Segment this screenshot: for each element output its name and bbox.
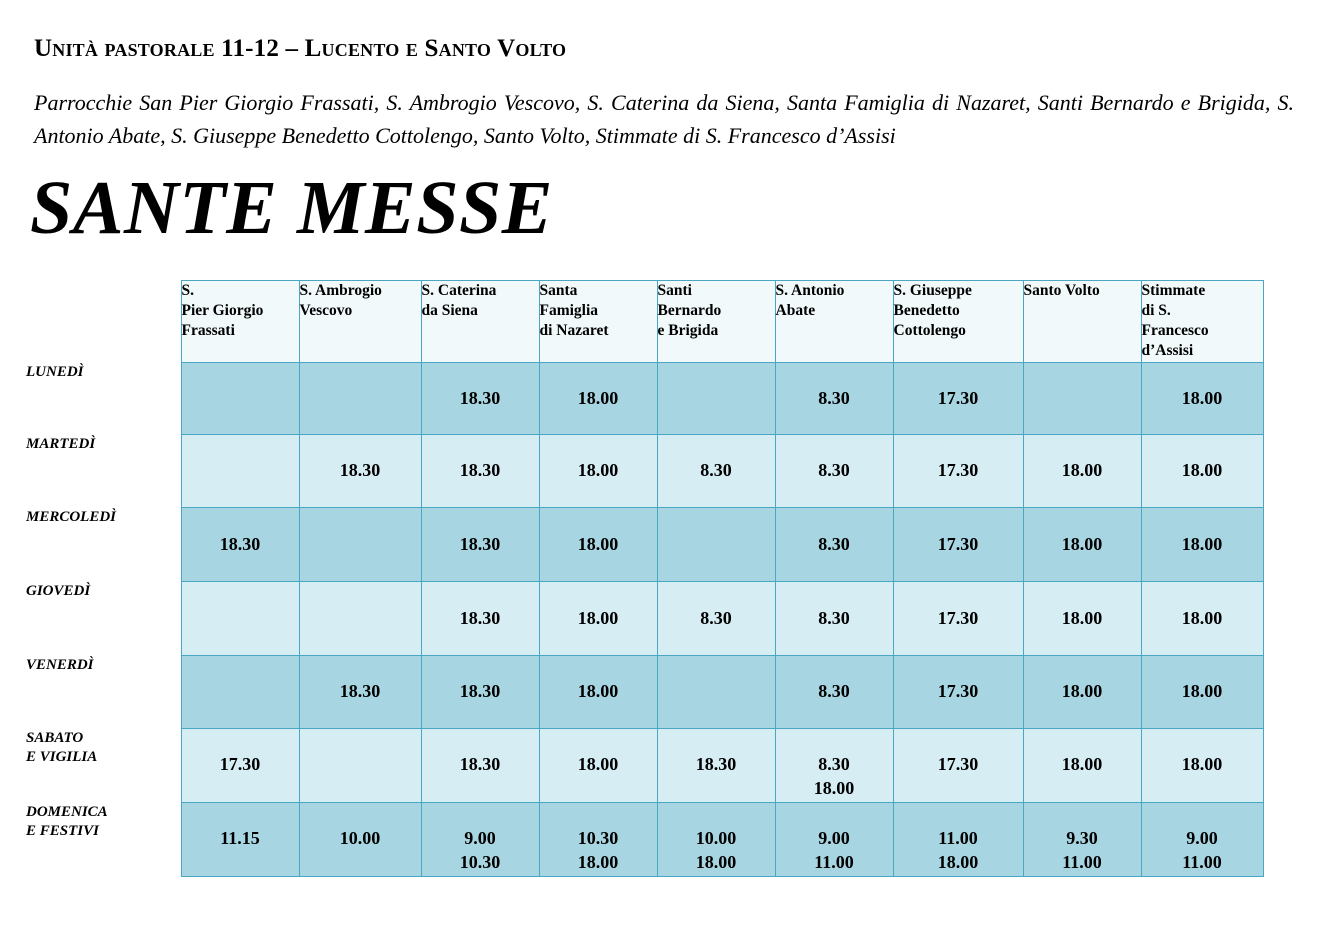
day-label: DOMENICA E FESTIVI [26, 803, 181, 877]
table-row [26, 508, 1263, 582]
time-cell: 9.00 11.00 [1141, 803, 1263, 877]
time-cell: 18.00 [539, 582, 657, 656]
time-cell: 8.30 18.00 [775, 729, 893, 803]
time-cell [181, 582, 299, 656]
column-header [893, 281, 1023, 363]
column-header-label: Santa Famiglia di Nazaret [539, 282, 609, 339]
column-header [181, 281, 299, 363]
unit-title: Unità pastorale 11-12 – Lucento e Santo Volto [34, 35, 567, 62]
time-cell: 8.30 [775, 363, 893, 435]
time-cell: 17.30 [893, 508, 1023, 582]
time-cell: 18.00 [1023, 508, 1141, 582]
time-cell: 8.30 [657, 435, 775, 508]
time-cell [181, 363, 299, 435]
time-cell: 18.00 [1023, 729, 1141, 803]
time-cell: 18.00 [1141, 435, 1263, 508]
column-header [1141, 281, 1263, 363]
time-cell: 17.30 [893, 729, 1023, 803]
time-cell: 18.00 [539, 363, 657, 435]
day-label: VENERDÌ [26, 656, 181, 729]
time-cell: 17.30 [893, 435, 1023, 508]
time-cell: 18.00 [1141, 582, 1263, 656]
time-cell [181, 656, 299, 729]
time-cell: 10.00 18.00 [657, 803, 775, 877]
time-cell: 17.30 [893, 363, 1023, 435]
time-cell: 18.30 [657, 729, 775, 803]
time-cell [299, 508, 421, 582]
table-row [26, 729, 1263, 803]
time-cell: 17.30 [893, 582, 1023, 656]
table-row [26, 656, 1263, 729]
time-cell: 18.00 [539, 656, 657, 729]
time-cell: 18.30 [421, 582, 539, 656]
table-row [26, 435, 1263, 508]
column-header-label: Santi Bernardo e Brigida [657, 282, 722, 339]
time-cell: 18.30 [421, 363, 539, 435]
time-cell: 18.00 [539, 435, 657, 508]
time-cell: 10.30 18.00 [539, 803, 657, 877]
time-cell: 18.30 [421, 435, 539, 508]
column-header-label: S. Pier Giorgio Frassati [181, 282, 264, 339]
time-cell [1023, 363, 1141, 435]
time-cell: 18.30 [299, 656, 421, 729]
time-cell: 10.00 [299, 803, 421, 877]
time-cell: 18.00 [1023, 582, 1141, 656]
time-cell: 18.00 [1141, 729, 1263, 803]
time-cell: 8.30 [775, 435, 893, 508]
time-cell: 9.00 10.30 [421, 803, 539, 877]
time-cell [657, 656, 775, 729]
table-corner [26, 281, 181, 363]
column-header-label: S. Giuseppe Benedetto Cottolengo [893, 282, 972, 339]
time-cell: 8.30 [657, 582, 775, 656]
day-label: GIOVEDÌ [26, 582, 181, 656]
time-cell [181, 435, 299, 508]
time-cell: 9.30 11.00 [1023, 803, 1141, 877]
mass-schedule-table [26, 280, 1264, 877]
parishes-list: Parrocchie San Pier Giorgio Frassati, S. Ambrogio Vescovo, S. Caterina da Siena, Santa Famiglia di Nazaret, Santi Bernardo e Brigida, S. Antonio Abate, S. Giuseppe Benedetto Cottolengo, Santo Volto, Stimmate di S. Francesco d’Assisi [34, 90, 1294, 148]
time-cell: 18.00 [1141, 363, 1263, 435]
column-header-label: S. Ambrogio Vescovo [299, 282, 382, 319]
column-header [775, 281, 893, 363]
time-cell: 18.00 [1023, 435, 1141, 508]
column-header [539, 281, 657, 363]
time-cell: 18.30 [299, 435, 421, 508]
column-header-label: S. Caterina da Siena [421, 282, 497, 319]
time-cell: 18.00 [1023, 656, 1141, 729]
table-row [26, 363, 1263, 435]
time-cell [657, 508, 775, 582]
time-cell: 11.00 18.00 [893, 803, 1023, 877]
time-cell [657, 363, 775, 435]
time-cell [299, 729, 421, 803]
time-cell: 18.00 [1141, 656, 1263, 729]
column-header-label: S. Antonio Abate [775, 282, 845, 319]
time-cell: 8.30 [775, 656, 893, 729]
time-cell: 18.00 [1141, 508, 1263, 582]
time-cell: 18.30 [421, 508, 539, 582]
time-cell: 18.30 [421, 656, 539, 729]
column-header [421, 281, 539, 363]
day-label: SABATO E VIGILIA [26, 729, 181, 803]
time-cell: 17.30 [181, 729, 299, 803]
time-cell: 18.00 [539, 508, 657, 582]
time-cell [299, 363, 421, 435]
column-header-label: Stimmate di S. Francesco d’Assisi [1141, 282, 1209, 359]
time-cell: 9.00 11.00 [775, 803, 893, 877]
column-header [1023, 281, 1141, 363]
day-label: MERCOLEDÌ [26, 508, 181, 582]
table-row [26, 582, 1263, 656]
time-cell: 11.15 [181, 803, 299, 877]
time-cell: 8.30 [775, 508, 893, 582]
time-cell: 18.30 [421, 729, 539, 803]
column-header-label: Santo Volto [1023, 282, 1100, 299]
time-cell: 18.30 [181, 508, 299, 582]
column-header [657, 281, 775, 363]
table-row [26, 803, 1263, 877]
time-cell [299, 582, 421, 656]
time-cell: 8.30 [775, 582, 893, 656]
day-label: MARTEDÌ [26, 435, 181, 508]
time-cell: 18.00 [539, 729, 657, 803]
table-header-row [26, 281, 1263, 363]
page-title: SANTE MESSE [30, 166, 553, 250]
time-cell: 17.30 [893, 656, 1023, 729]
day-label: LUNEDÌ [26, 363, 181, 435]
column-header [299, 281, 421, 363]
